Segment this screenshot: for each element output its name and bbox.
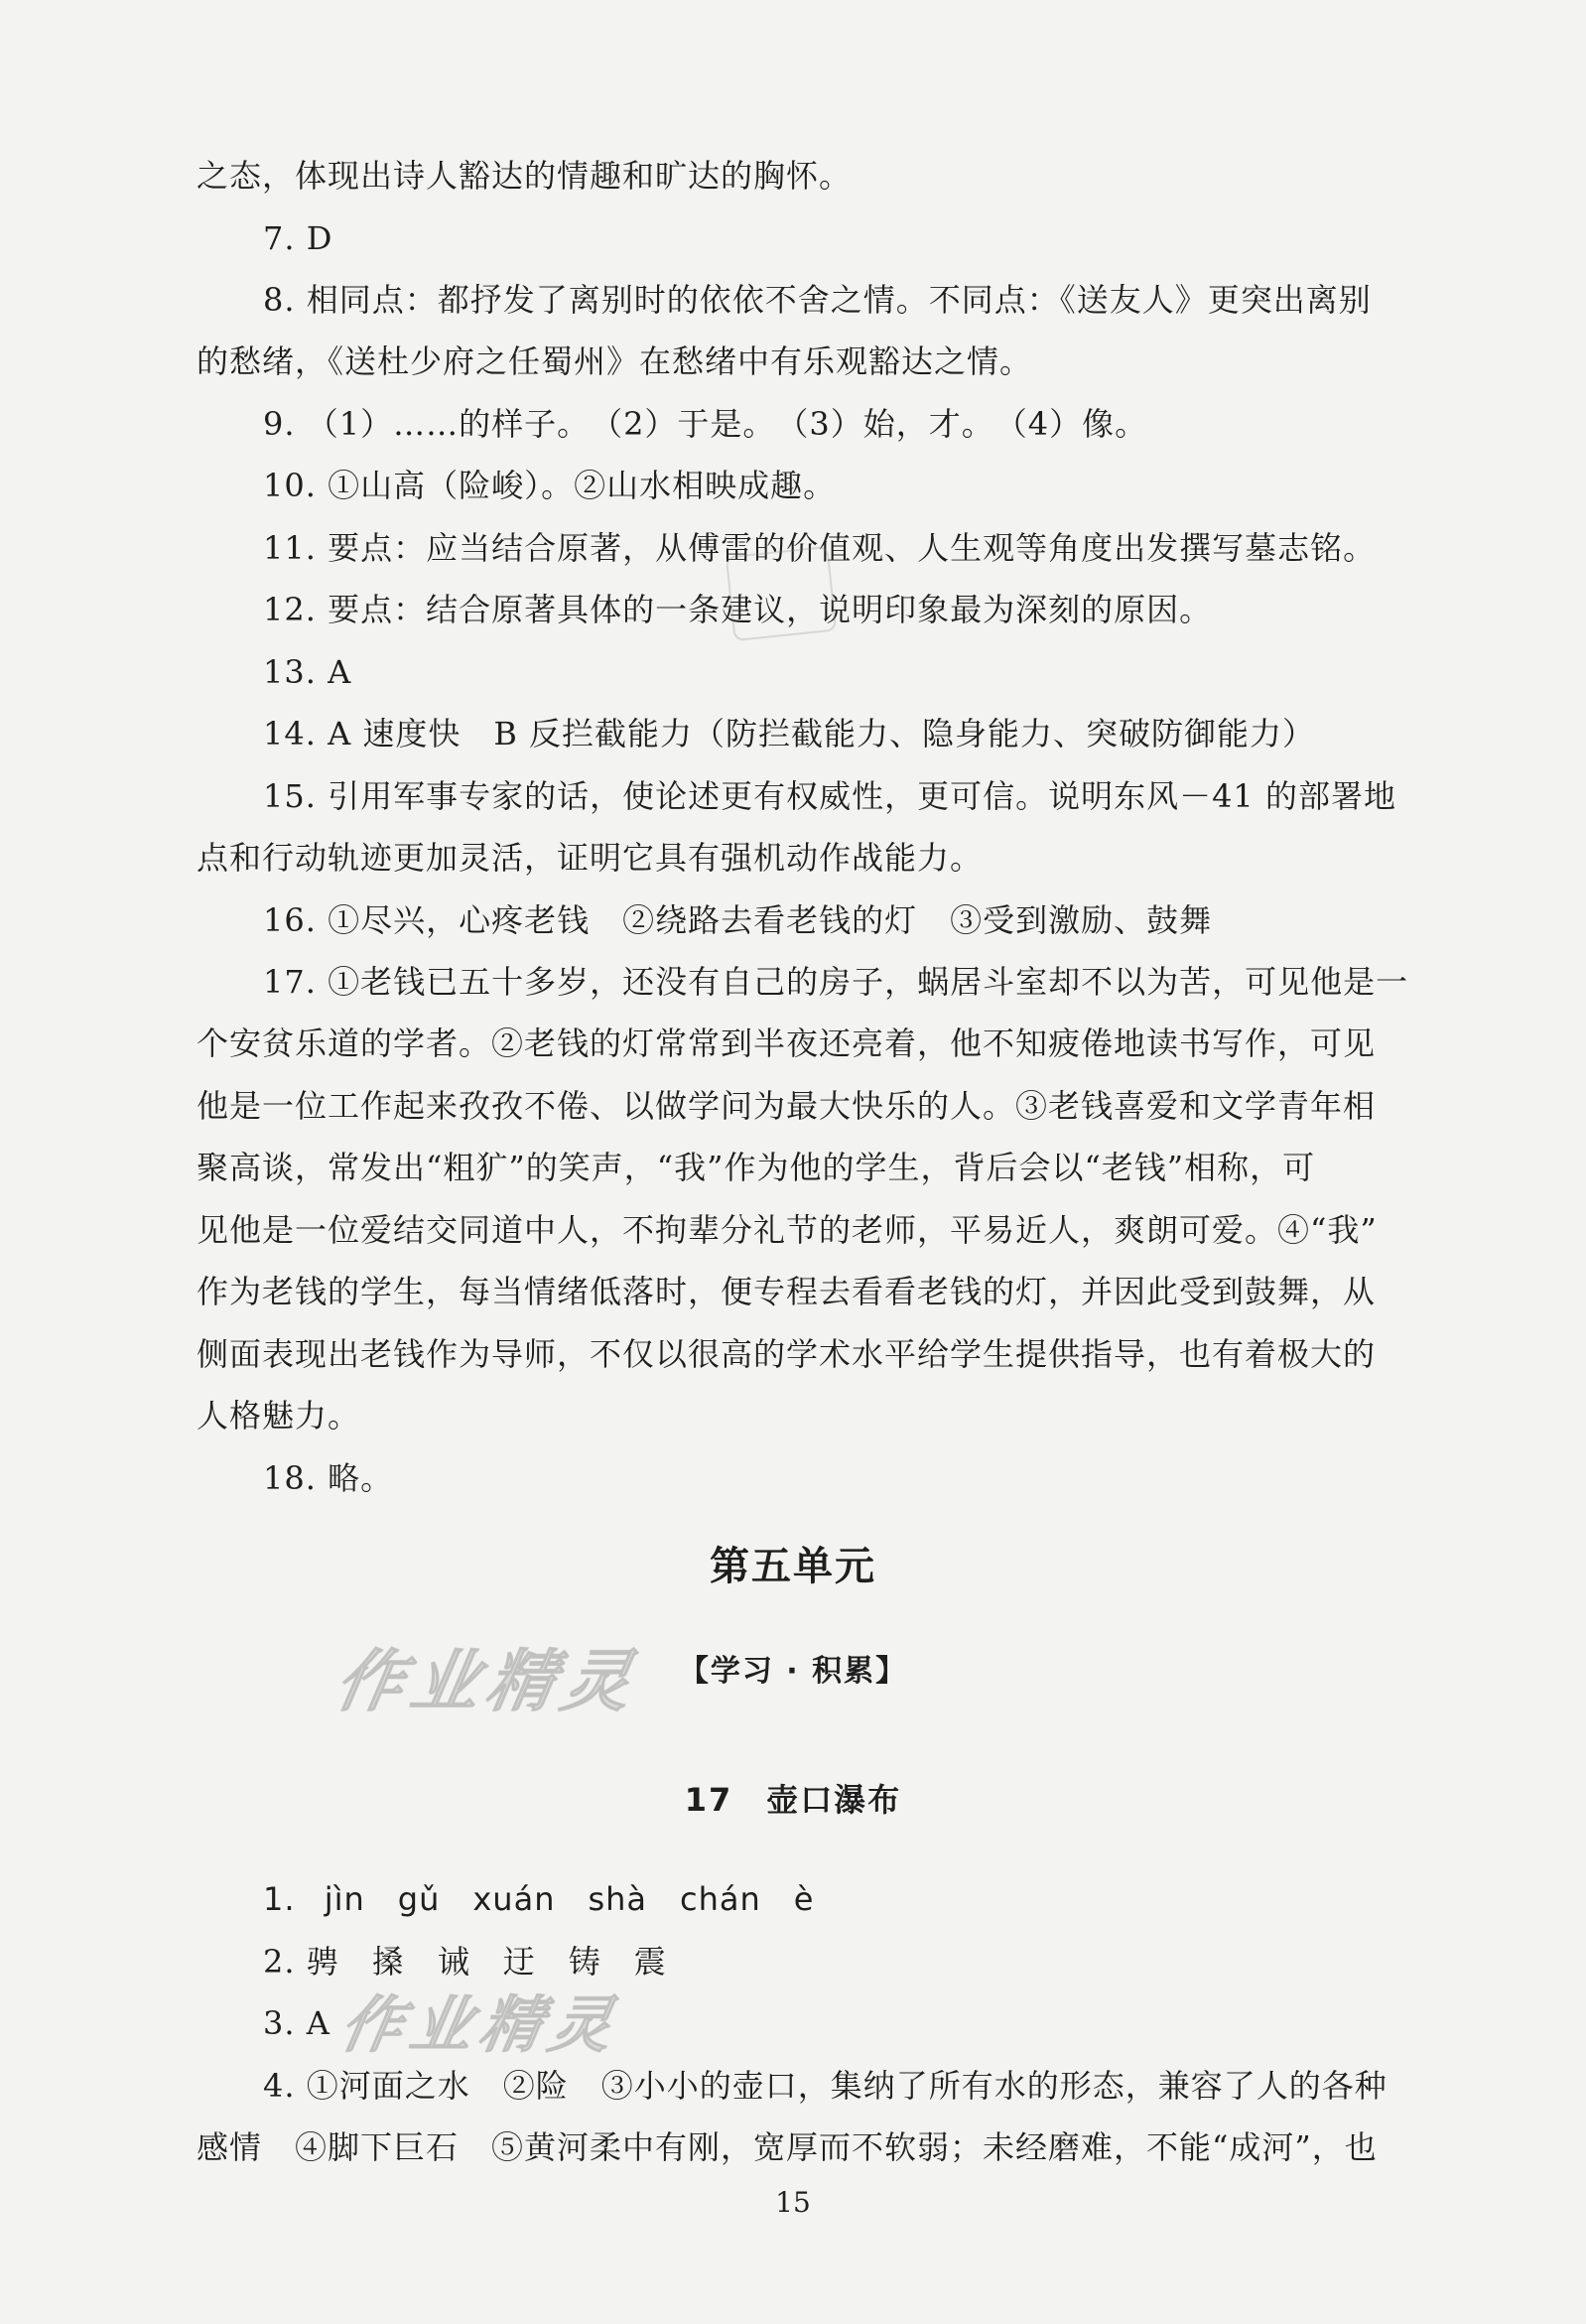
watermark: 作业精灵 <box>334 1988 626 2061</box>
answer-line-1: 之态，体现出诗人豁达的情趣和旷达的胸怀。 <box>197 157 853 195</box>
answer-line-11: 15. 引用军事专家的话，使论述更有权威性，更可信。说明东风－41 的部署地 <box>263 777 1396 815</box>
answer-line-8: 12. 要点：结合原著具体的一条建议，说明印象最为深刻的原因。 <box>263 591 1213 628</box>
answer-line-9: 13. A <box>263 653 352 691</box>
page-number: 15 <box>775 2186 811 2219</box>
answer-line-19: 作为老钱的学生，每当情绪低落时，便专程去看看老钱的灯，并因此受到鼓舞，从 <box>197 1273 1377 1310</box>
lesson-answer-1: 1. jìn gǔ xuán shà chán è <box>263 1880 815 1918</box>
watermark-stamp-icon <box>726 546 837 641</box>
answer-line-18: 见他是一位爱结交同道中人，不拘辈分礼节的老师，平易近人，爽朗可爱。④“我” <box>197 1211 1378 1249</box>
answer-line-7: 11. 要点：应当结合原著，从傅雷的价值观、人生观等角度出发撰写墓志铭。 <box>263 529 1377 567</box>
answer-line-10: 14. A 速度快 B 反拦截能力（防拦截能力、隐身能力、突破防御能力） <box>263 715 1316 752</box>
answer-line-15: 个安贫乐道的学者。②老钱的灯常常到半夜还亮着，他不知疲倦地读书写作，可见 <box>197 1025 1377 1062</box>
lesson-answer-3: 3. A <box>263 2004 330 2042</box>
answer-line-6: 10. ①山高（险峻）。②山水相映成趣。 <box>263 467 837 504</box>
answer-line-16: 他是一位工作起来孜孜不倦、以做学问为最大快乐的人。③老钱喜爱和文学青年相 <box>197 1087 1377 1125</box>
watermark: 作业精灵 <box>329 1643 645 1721</box>
answer-line-2: 7. D <box>263 219 333 257</box>
answer-line-21: 人格魅力。 <box>197 1397 361 1435</box>
unit-title: 第五单元 <box>710 1544 876 1589</box>
answer-line-5: 9. （1）……的样子。 （2）于是。 （3）始，才。 （4）像。 <box>263 405 1148 443</box>
answer-line-14: 17. ①老钱已五十多岁，还没有自己的房子，蜗居斗室却不以为苦，可见他是一 <box>263 963 1409 1001</box>
answer-line-13: 16. ①尽兴，心疼老钱 ②绕路去看老钱的灯 ③受到激励、鼓舞 <box>263 901 1213 939</box>
answer-line-20: 侧面表现出老钱作为导师，不仅以很高的学术水平给学生提供指导，也有着极大的 <box>197 1335 1377 1373</box>
lesson-answer-2: 2. 骋 搡 诫 迂 铸 震 <box>263 1943 667 1981</box>
answer-line-4: 的愁绪，《送杜少府之任蜀州》在愁绪中有乐观豁达之情。 <box>197 342 1033 380</box>
lesson-title: 17 壶口瀑布 <box>684 1781 902 1819</box>
answer-line-22: 18. 略。 <box>263 1459 394 1497</box>
lesson-answer-4: 4. ①河面之水 ②险 ③小小的壶口，集纳了所有水的形态，兼容了人的各种 <box>263 2067 1388 2105</box>
answer-line-3: 8. 相同点：都抒发了离别时的依依不舍之情。不同点：《送友人》更突出离别 <box>263 281 1372 319</box>
answer-line-17: 聚高谈，常发出“粗犷”的笑声，“我”作为他的学生，背后会以“老钱”相称，可 <box>197 1149 1316 1186</box>
answer-line-12: 点和行动轨迹更加灵活，证明它具有强机动作战能力。 <box>197 839 984 877</box>
section-title: 【学习 · 积累】 <box>678 1654 908 1689</box>
lesson-answer-5: 感情 ④脚下巨石 ⑤黄河柔中有刚，宽厚而不软弱；未经磨难，不能“成河”，也 <box>197 2128 1378 2166</box>
